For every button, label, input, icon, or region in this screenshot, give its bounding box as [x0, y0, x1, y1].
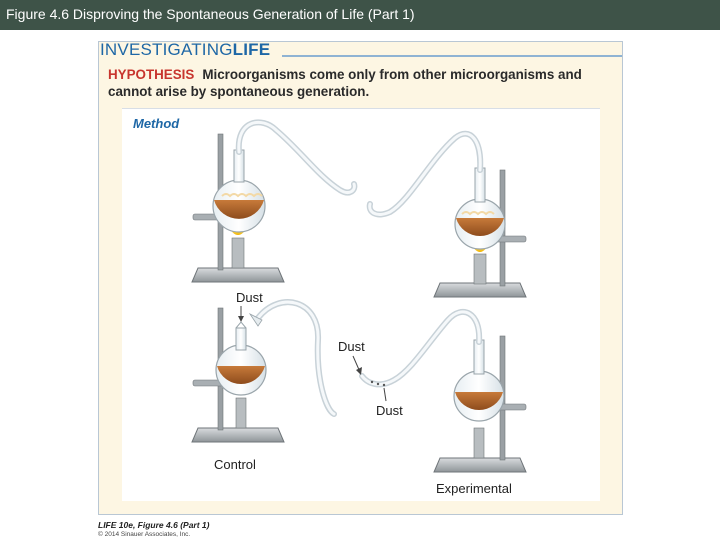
figure-credit: LIFE 10e, Figure 4.6 (Part 1) — [98, 520, 210, 530]
control-label: Control — [214, 457, 256, 472]
flask-setup-experimental — [353, 312, 526, 472]
method-label: Method — [133, 116, 180, 131]
flask-setup-1 — [192, 122, 354, 282]
flask-setup-2 — [370, 134, 526, 297]
copyright-credit: © 2014 Sinauer Associates, Inc. — [98, 531, 191, 538]
hypothesis-label: HYPOTHESIS — [108, 67, 195, 82]
dust-label-bottom: Dust — [376, 403, 403, 418]
flask-setup-control — [192, 302, 334, 442]
experimental-label: Experimental — [436, 481, 512, 496]
slide-title: Figure 4.6 Disproving the Spontaneous Generation of Life (Part 1) — [6, 6, 415, 22]
dust-label-middle: Dust — [338, 339, 365, 354]
hypothesis-text: Microorganisms come only from other microorganisms and cannot arise by spontaneous generation. — [108, 67, 582, 99]
dust-label-top: Dust — [236, 290, 263, 305]
brand-part-life: LIFE — [232, 40, 271, 59]
brand-part-investigating: INVESTIGATING — [100, 40, 233, 59]
